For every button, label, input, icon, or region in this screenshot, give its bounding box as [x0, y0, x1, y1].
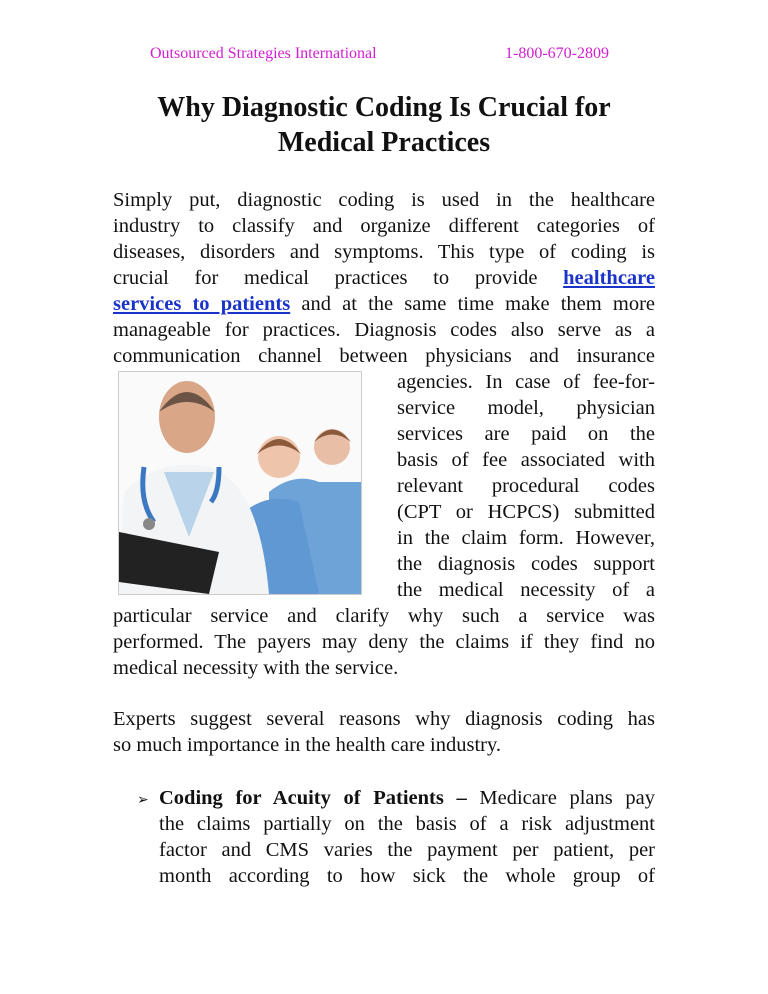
text-line: diseases, disorders and symptoms. This type of coding is: [113, 241, 655, 263]
text-line: services are paid on the: [397, 423, 655, 445]
text-line: manageable for practices. Diagnosis codes also serve as a: [113, 319, 655, 341]
bullet-line: [159, 785, 655, 811]
bullet-line: the claims partially on the basis of a risk adjustment: [159, 813, 655, 835]
header-phone: 1-800-670-2809: [505, 45, 609, 62]
text-line: service model, physician: [397, 397, 655, 419]
healthcare-services-link[interactable]: services to patients: [113, 293, 291, 315]
text-line: medical necessity with the service.: [113, 657, 399, 679]
bullet-line: month according to how sick the whole group of: [159, 865, 655, 887]
text-span: Medicare plans pay: [466, 787, 655, 809]
text-span: crucial for medical practices to provide: [113, 267, 564, 289]
text-line: industry to classify and organize different categories of: [113, 215, 655, 237]
bullet-line: factor and CMS varies the payment per patient, per: [159, 839, 655, 861]
text-line: particular service and clarify why such a service was: [113, 605, 655, 627]
text-line: relevant procedural codes: [397, 475, 655, 497]
header-company: Outsourced Strategies International: [150, 45, 377, 62]
text-line: performed. The payers may deny the claims if they find no: [113, 631, 655, 653]
title-line: Why Diagnostic Coding Is Crucial for: [157, 92, 611, 123]
page-title: [0, 90, 768, 160]
text-line: Experts suggest several reasons why diagnosis coding has: [113, 708, 655, 730]
bullet-heading: Coding for Acuity of Patients –: [159, 787, 467, 809]
text-line: in the claim form. However,: [397, 527, 655, 549]
text-line: [113, 265, 655, 291]
arrow-bullet-icon: ➢: [137, 793, 149, 808]
text-line: basis of fee associated with: [397, 449, 655, 471]
text-line: the diagnosis codes support: [397, 553, 655, 575]
text-line: [113, 291, 655, 317]
text-line: the medical necessity of a: [397, 579, 655, 601]
text-line: communication channel between physicians and insurance: [113, 345, 655, 367]
text-line: so much importance in the health care industry.: [113, 734, 502, 756]
medical-staff-photo: [118, 371, 362, 595]
text-line: Simply put, diagnostic coding is used in the healthcare: [113, 189, 655, 211]
text-span: and at the same time make them more: [290, 293, 655, 315]
title-line: Medical Practices: [277, 127, 491, 158]
text-line: agencies. In case of fee-for-: [397, 371, 655, 393]
text-line: (CPT or HCPCS) submitted: [397, 501, 655, 523]
healthcare-services-link[interactable]: healthcare: [563, 267, 655, 289]
